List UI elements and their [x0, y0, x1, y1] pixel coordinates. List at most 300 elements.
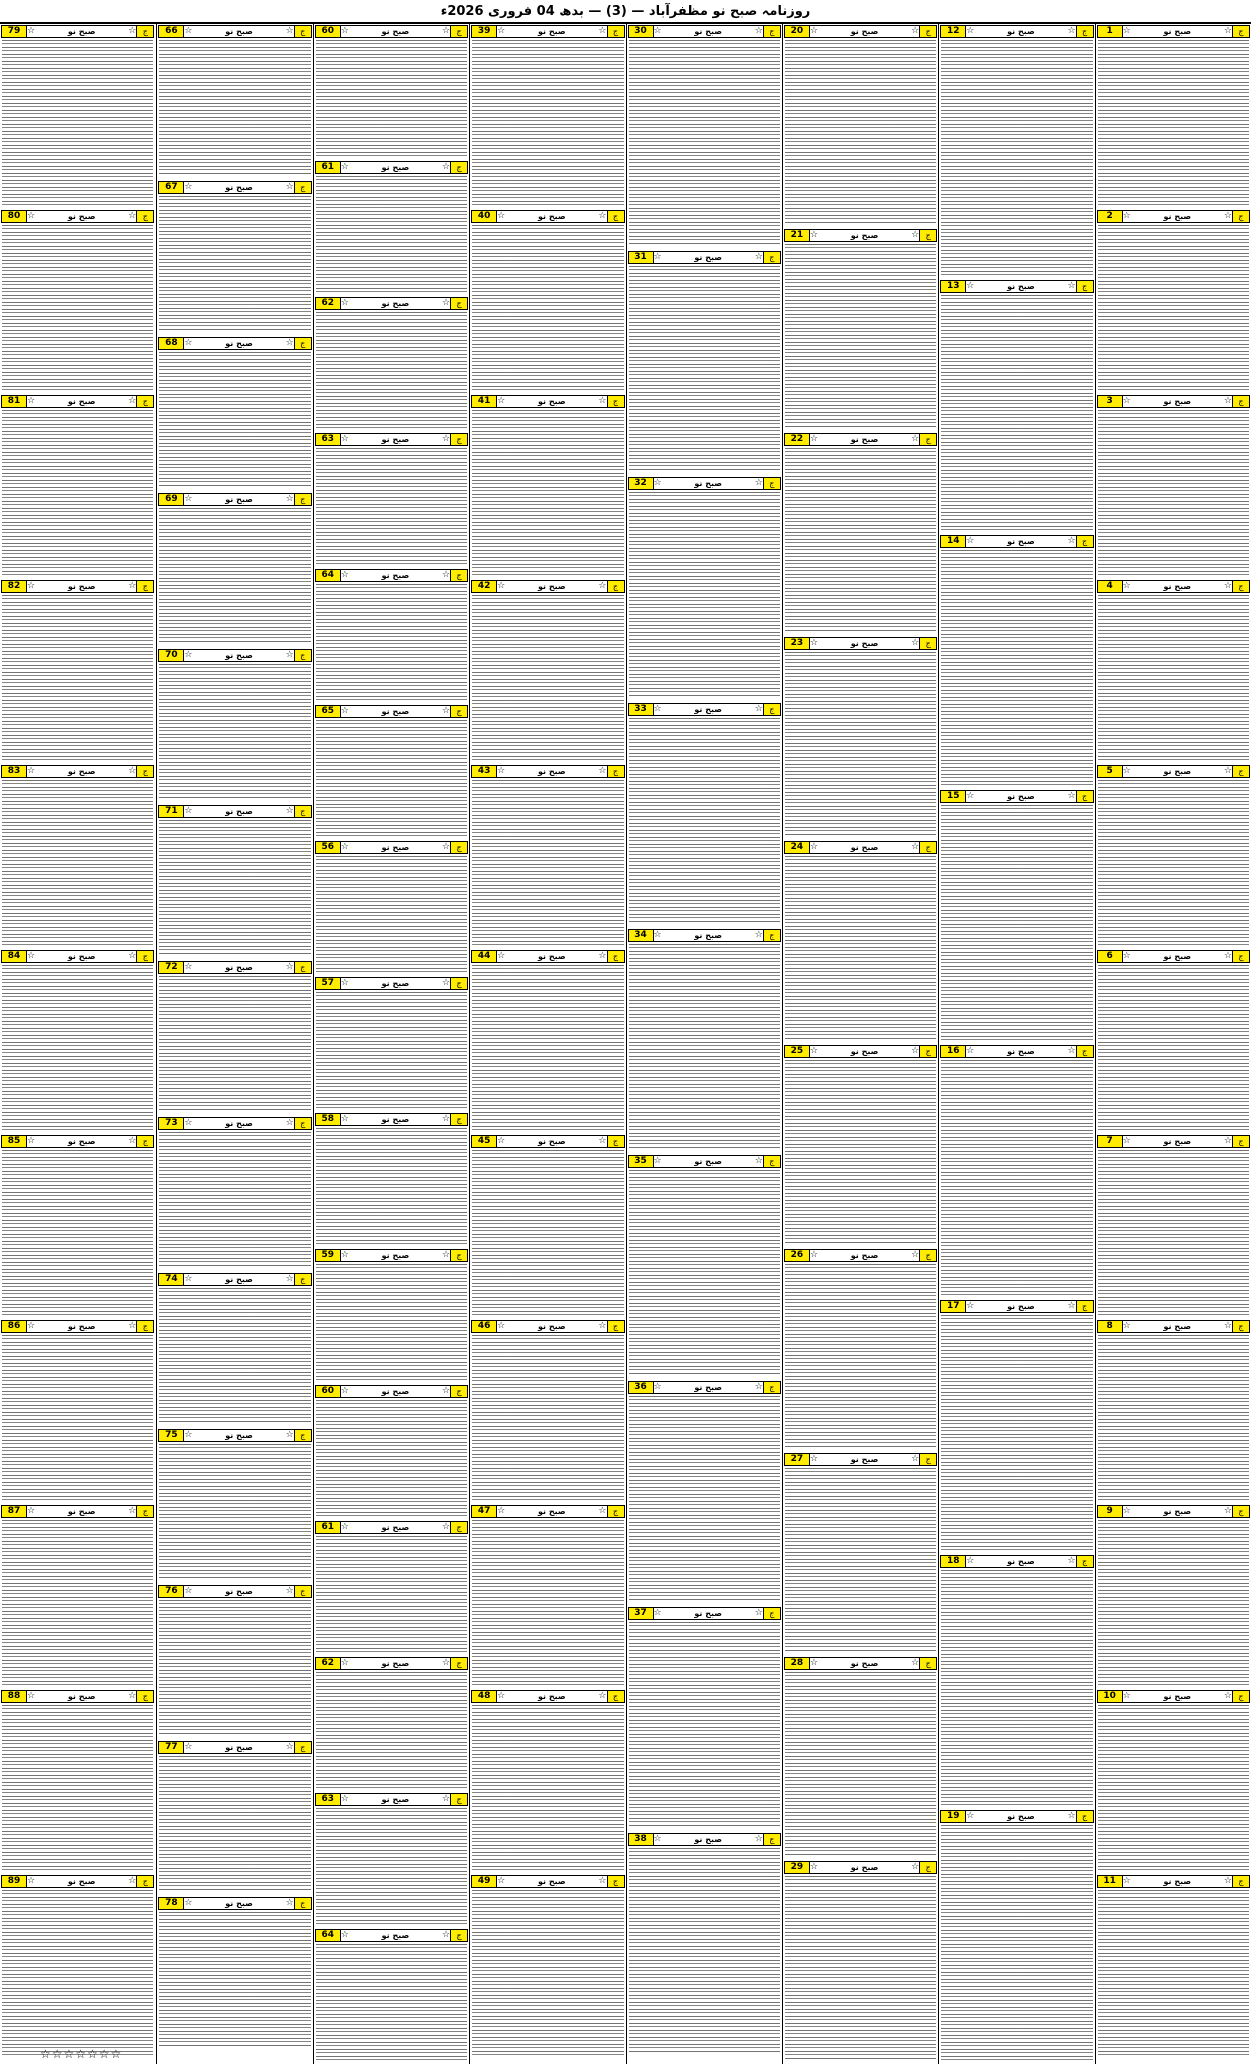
star-icon: ☆ — [1122, 951, 1131, 961]
star-icon: ☆ — [340, 1114, 349, 1124]
ad-title: صبح نو — [1007, 1302, 1035, 1311]
ad-number: 70 — [159, 650, 184, 661]
ad-number: 62 — [316, 1658, 341, 1669]
star-icon: ☆ — [1122, 1691, 1131, 1701]
star-icon: ☆ — [497, 951, 506, 961]
ad-header — [315, 1793, 468, 1806]
ad-number: 87 — [2, 1506, 27, 1517]
star-icon: ☆ — [653, 478, 662, 488]
ad-title: صبح نو — [1163, 212, 1192, 221]
classified-ad — [157, 1896, 312, 2052]
ad-number: 7 — [1098, 1136, 1123, 1147]
classified-ad — [314, 1248, 469, 1384]
ad-body-text — [1098, 1705, 1249, 1870]
ad-title: صبح نو — [225, 1275, 253, 1284]
star-icon: ☆ — [442, 1386, 451, 1396]
classified-ad — [157, 1116, 312, 1272]
star-icon: ☆ — [809, 434, 818, 444]
classified-ad — [0, 24, 155, 209]
ad-header — [158, 493, 311, 506]
star-icon: ☆ — [1067, 26, 1076, 36]
ad-body-text — [159, 1756, 310, 1892]
star-icon: ☆ — [340, 162, 349, 172]
ad-body-text — [2, 410, 153, 575]
classified-ad — [157, 1428, 312, 1584]
ad-title: صبح نو — [225, 1743, 253, 1752]
ad-header — [1097, 1135, 1250, 1148]
ad-body-text — [1098, 595, 1249, 760]
classified-ad — [939, 279, 1094, 534]
badge-icon: ج — [450, 1930, 467, 1941]
ad-title: صبح نو — [225, 1119, 253, 1128]
ad-title: صبح نو — [538, 767, 566, 776]
ad-number: 61 — [316, 162, 341, 173]
ad-body-text — [785, 652, 936, 836]
ad-number: 49 — [472, 1876, 497, 1887]
ad-body-text — [1098, 1520, 1249, 1685]
ad-header — [628, 1607, 781, 1620]
badge-icon: ج — [919, 1454, 936, 1465]
star-icon: ☆ — [809, 26, 818, 36]
star-icon: ☆ — [754, 26, 763, 36]
ad-title: صبح نو — [67, 1507, 96, 1516]
ad-number: 59 — [316, 1250, 341, 1261]
star-icon: ☆ — [966, 1811, 975, 1821]
ad-title: صبح نو — [225, 339, 253, 348]
ad-title: صبح نو — [67, 952, 96, 961]
star-icon: ☆ — [809, 638, 818, 648]
badge-icon: ج — [1232, 766, 1249, 777]
badge-icon: ج — [607, 211, 624, 222]
ad-body-text — [2, 1150, 153, 1315]
classified-ad — [939, 1809, 1094, 2064]
ad-number: 46 — [472, 1321, 497, 1332]
classified-ad — [627, 24, 782, 250]
badge-icon: ج — [294, 182, 311, 193]
ad-header — [315, 161, 468, 174]
ad-header — [784, 1045, 937, 1058]
classified-ad — [627, 1832, 782, 2058]
classified-ad — [783, 1656, 938, 1860]
star-icon: ☆ — [184, 806, 193, 816]
ad-title: صبح نو — [381, 571, 410, 580]
ad-number: 57 — [316, 978, 341, 989]
ad-title: صبح نو — [381, 435, 410, 444]
ad-title: صبح نو — [381, 163, 410, 172]
ad-header — [784, 229, 937, 242]
ad-number: 81 — [2, 396, 27, 407]
ad-title: صبح نو — [850, 1047, 879, 1056]
ad-number: 30 — [629, 26, 654, 37]
star-icon: ☆ — [1067, 281, 1076, 291]
badge-icon: ج — [450, 570, 467, 581]
classified-ad — [783, 636, 938, 840]
star-icon: ☆ — [497, 396, 506, 406]
ad-number: 16 — [941, 1046, 966, 1057]
ad-body-text — [941, 1315, 1092, 1550]
star-icon: ☆ — [340, 1386, 349, 1396]
ad-number: 5 — [1098, 766, 1123, 777]
ad-body-text — [316, 448, 467, 564]
classified-ad — [157, 1584, 312, 1740]
star-icon: ☆ — [340, 1250, 349, 1260]
classified-ad — [157, 1740, 312, 1896]
ad-body-text — [2, 1890, 153, 2055]
badge-icon: ج — [607, 581, 624, 592]
ad-header — [628, 1155, 781, 1168]
badge-icon: ج — [294, 806, 311, 817]
badge-icon: ج — [919, 1046, 936, 1057]
ad-title: صبح نو — [67, 397, 96, 406]
ad-header — [940, 1555, 1093, 1568]
ad-body-text — [1098, 225, 1249, 390]
badge-icon: ج — [1076, 1301, 1093, 1312]
ad-header — [940, 280, 1093, 293]
ad-header — [315, 1113, 468, 1126]
ad-header — [471, 395, 624, 408]
badge-icon: ج — [607, 1321, 624, 1332]
star-icon: ☆ — [1223, 766, 1232, 776]
star-icon: ☆ — [340, 26, 349, 36]
star-icon: ☆ — [1223, 211, 1232, 221]
ad-body-text — [2, 780, 153, 945]
classified-ad — [314, 1520, 469, 1656]
ad-title: صبح نو — [694, 253, 722, 262]
star-icon: ☆ — [442, 26, 451, 36]
ad-title: صبح نو — [850, 1251, 879, 1260]
star-icon: ☆ — [911, 1250, 920, 1260]
star-icon: ☆ — [27, 211, 36, 221]
star-icon: ☆ — [653, 252, 662, 262]
badge-icon: ج — [919, 434, 936, 445]
ad-title: صبح نو — [225, 963, 253, 972]
ad-body-text — [941, 550, 1092, 785]
star-icon: ☆ — [497, 1136, 506, 1146]
badge-icon: ج — [919, 1862, 936, 1873]
ad-title: صبح نو — [67, 1877, 96, 1886]
ad-number: 22 — [785, 434, 810, 445]
ad-body-text — [785, 244, 936, 428]
star-icon: ☆ — [285, 1586, 294, 1596]
ad-header — [1097, 1320, 1250, 1333]
ad-body-text — [785, 1060, 936, 1244]
ad-body-text — [159, 1600, 310, 1736]
badge-icon: ج — [607, 1691, 624, 1702]
ad-number: 2 — [1098, 211, 1123, 222]
ad-title: صبح نو — [1007, 537, 1035, 546]
classified-ad — [157, 492, 312, 648]
classified-ad — [157, 648, 312, 804]
badge-icon: ج — [450, 706, 467, 717]
star-icon: ☆ — [442, 1794, 451, 1804]
star-icon: ☆ — [442, 434, 451, 444]
ad-body-text — [629, 1170, 780, 1376]
star-icon: ☆ — [340, 978, 349, 988]
ad-header — [315, 1249, 468, 1262]
star-icon: ☆ — [653, 1608, 662, 1618]
ad-number: 40 — [472, 211, 497, 222]
classified-ad — [470, 1319, 625, 1504]
classified-ad — [314, 432, 469, 568]
ad-title: صبح نو — [381, 1659, 410, 1668]
ad-number: 71 — [159, 806, 184, 817]
ad-body-text — [472, 1520, 623, 1685]
ad-header — [784, 841, 937, 854]
ad-header — [1, 950, 154, 963]
ad-header — [471, 25, 624, 38]
badge-icon: ج — [136, 1691, 153, 1702]
star-icon: ☆ — [1067, 1556, 1076, 1566]
ad-title: صبح نو — [67, 1322, 96, 1331]
star-icon: ☆ — [809, 842, 818, 852]
star-icon: ☆ — [754, 704, 763, 714]
ad-title: صبح نو — [850, 27, 879, 36]
ad-title: صبح نو — [1163, 1692, 1192, 1701]
star-icon: ☆ — [1223, 1136, 1232, 1146]
classified-ad — [783, 228, 938, 432]
ad-body-text — [2, 1335, 153, 1500]
ad-header — [784, 1657, 937, 1670]
badge-icon: ج — [1232, 26, 1249, 37]
ad-header — [1, 580, 154, 593]
ad-body-text — [159, 976, 310, 1112]
ad-body-text — [316, 1944, 467, 2060]
ad-title: صبح نو — [538, 952, 566, 961]
ad-header — [158, 1273, 311, 1286]
star-icon: ☆ — [653, 1156, 662, 1166]
ad-number: 68 — [159, 338, 184, 349]
star-icon: ☆ — [1067, 1046, 1076, 1056]
classified-ad — [470, 579, 625, 764]
classified-ad — [314, 568, 469, 704]
column-4 — [469, 24, 625, 2064]
badge-icon: ج — [607, 1506, 624, 1517]
ad-title: صبح نو — [225, 495, 253, 504]
badge-icon: ج — [1076, 281, 1093, 292]
classified-ad — [157, 960, 312, 1116]
star-icon: ☆ — [184, 494, 193, 504]
star-icon: ☆ — [598, 1321, 607, 1331]
ad-number: 37 — [629, 1608, 654, 1619]
ad-title: صبح نو — [850, 1863, 879, 1872]
classified-ad — [314, 840, 469, 976]
star-icon: ☆ — [285, 26, 294, 36]
classified-ad — [1096, 949, 1251, 1134]
star-icon: ☆ — [966, 1556, 975, 1566]
ad-body-text — [629, 1848, 780, 2054]
star-icon: ☆ — [340, 298, 349, 308]
newspaper-columns — [0, 24, 1251, 2067]
ad-body-text — [316, 992, 467, 1108]
classified-ad — [314, 1112, 469, 1248]
star-icon: ☆ — [128, 1136, 137, 1146]
ad-title: صبح نو — [1007, 792, 1035, 801]
classified-ad — [783, 840, 938, 1044]
masthead — [0, 0, 1251, 24]
ad-header — [315, 1929, 468, 1942]
ad-title: صبح نو — [67, 212, 96, 221]
ad-number: 28 — [785, 1658, 810, 1669]
ad-header — [158, 1585, 311, 1598]
ad-title: صبح نو — [225, 183, 253, 192]
classified-ad — [0, 1134, 155, 1319]
star-icon: ☆ — [809, 1658, 818, 1668]
classified-ad — [314, 1792, 469, 1928]
star-icon: ☆ — [966, 536, 975, 546]
ad-header — [471, 1320, 624, 1333]
ad-title: صبح نو — [850, 1455, 879, 1464]
ad-header — [158, 1117, 311, 1130]
ad-number: 69 — [159, 494, 184, 505]
ad-title: صبح نو — [538, 1137, 566, 1146]
ad-number: 38 — [629, 1834, 654, 1845]
badge-icon: ج — [919, 1658, 936, 1669]
ad-title: صبح نو — [225, 1431, 253, 1440]
ad-number: 20 — [785, 26, 810, 37]
badge-icon: ج — [763, 252, 780, 263]
ad-number: 42 — [472, 581, 497, 592]
ad-number: 79 — [2, 26, 27, 37]
badge-icon: ج — [1232, 211, 1249, 222]
badge-icon: ج — [136, 211, 153, 222]
star-icon: ☆ — [128, 581, 137, 591]
ad-title: صبح نو — [538, 1877, 566, 1886]
classified-ad — [157, 1272, 312, 1428]
ad-title: صبح نو — [67, 27, 96, 36]
star-icon: ☆ — [653, 704, 662, 714]
ad-header — [940, 1045, 1093, 1058]
classified-ad — [627, 1154, 782, 1380]
star-icon: ☆ — [754, 1382, 763, 1392]
ad-header — [628, 929, 781, 942]
star-icon: ☆ — [598, 1506, 607, 1516]
ad-number: 74 — [159, 1274, 184, 1285]
star-icon: ☆ — [285, 182, 294, 192]
ad-header — [1097, 1690, 1250, 1703]
star-icon: ☆ — [184, 338, 193, 348]
ad-header — [315, 977, 468, 990]
star-icon: ☆ — [497, 1876, 506, 1886]
star-icon: ☆ — [598, 1876, 607, 1886]
badge-icon: ج — [919, 842, 936, 853]
star-icon: ☆ — [285, 494, 294, 504]
ad-number: 29 — [785, 1862, 810, 1873]
ad-body-text — [1098, 965, 1249, 1130]
ad-body-text — [316, 312, 467, 428]
badge-icon: ج — [1076, 1811, 1093, 1822]
ad-number: 34 — [629, 930, 654, 941]
ad-title: صبح نو — [67, 1137, 96, 1146]
classified-ad — [0, 949, 155, 1134]
classified-ad — [0, 1689, 155, 1874]
ad-title: صبح نو — [381, 1115, 410, 1124]
classified-ad — [0, 394, 155, 579]
star-icon: ☆ — [285, 806, 294, 816]
star-icon: ☆ — [653, 1382, 662, 1392]
star-icon: ☆ — [442, 1522, 451, 1532]
badge-icon: ج — [294, 650, 311, 661]
ad-title: صبح نو — [1007, 1812, 1035, 1821]
star-icon: ☆ — [754, 252, 763, 262]
star-icon: ☆ — [442, 162, 451, 172]
ad-number: 66 — [159, 26, 184, 37]
star-icon: ☆ — [653, 930, 662, 940]
ad-title: صبح نو — [67, 1692, 96, 1701]
star-icon: ☆ — [1223, 951, 1232, 961]
badge-icon: ج — [450, 1386, 467, 1397]
badge-icon: ج — [607, 1136, 624, 1147]
ad-title: صبح نو — [538, 582, 566, 591]
classified-ad — [157, 336, 312, 492]
star-icon: ☆ — [497, 1321, 506, 1331]
star-icon: ☆ — [285, 338, 294, 348]
ad-number: 82 — [2, 581, 27, 592]
ad-body-text — [941, 295, 1092, 530]
ad-body-text — [785, 1672, 936, 1856]
ad-number: 63 — [316, 434, 341, 445]
classified-ad — [470, 394, 625, 579]
ad-title: صبح نو — [850, 435, 879, 444]
ad-title: صبح نو — [1007, 1047, 1035, 1056]
badge-icon: ج — [136, 1321, 153, 1332]
ad-number: 86 — [2, 1321, 27, 1332]
ad-title: صبح نو — [694, 1157, 722, 1166]
star-icon: ☆ — [1122, 396, 1131, 406]
ad-title: صبح نو — [694, 27, 722, 36]
ad-title: صبح نو — [67, 582, 96, 591]
ad-body-text — [159, 1444, 310, 1580]
classified-ad — [783, 24, 938, 228]
classified-ad — [1096, 1504, 1251, 1689]
ad-number: 78 — [159, 1898, 184, 1909]
classified-ad — [470, 1689, 625, 1874]
ad-title: صبح نو — [67, 767, 96, 776]
star-icon: ☆ — [442, 978, 451, 988]
ad-number: 8 — [1098, 1321, 1123, 1332]
badge-icon: ج — [763, 930, 780, 941]
ad-title: صبح نو — [225, 807, 253, 816]
star-icon: ☆ — [184, 650, 193, 660]
ad-number: 67 — [159, 182, 184, 193]
ad-body-text — [159, 1912, 310, 2048]
ad-body-text — [629, 944, 780, 1150]
star-icon: ☆ — [809, 230, 818, 240]
ad-number: 45 — [472, 1136, 497, 1147]
ad-header — [158, 25, 311, 38]
badge-icon: ج — [294, 494, 311, 505]
ad-header — [1097, 765, 1250, 778]
star-icon: ☆ — [285, 1118, 294, 1128]
ad-header — [628, 251, 781, 264]
ad-body-text — [2, 40, 153, 205]
masthead-title: روزنامہ صبح نو مظفرآباد — (3) — بدھ 04 فروری 2026ء — [440, 4, 811, 19]
badge-icon: ج — [763, 1834, 780, 1845]
ad-header — [628, 703, 781, 716]
ad-header — [471, 765, 624, 778]
classified-ad — [0, 1504, 155, 1689]
badge-icon: ج — [136, 1136, 153, 1147]
ad-number: 23 — [785, 638, 810, 649]
star-icon: ☆ — [598, 26, 607, 36]
ad-body-text — [785, 856, 936, 1040]
ad-title: صبح نو — [1163, 952, 1192, 961]
classified-ad — [157, 804, 312, 960]
ad-body-text — [629, 1622, 780, 1828]
classified-ad — [627, 1380, 782, 1606]
column-3 — [313, 24, 469, 2064]
star-icon: ☆ — [128, 211, 137, 221]
ad-header — [1097, 1875, 1250, 1888]
